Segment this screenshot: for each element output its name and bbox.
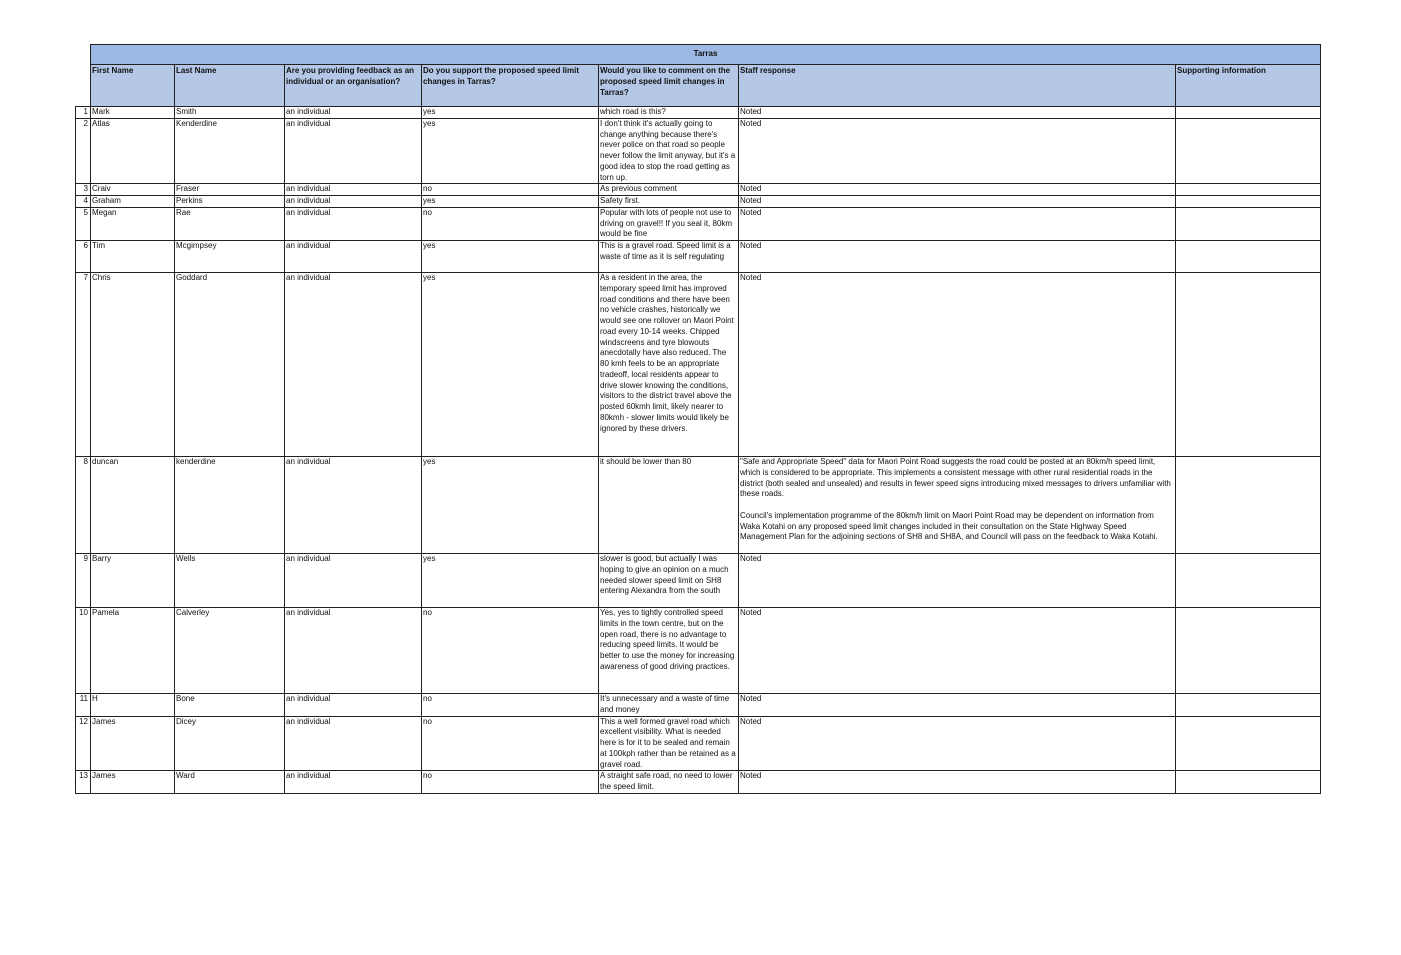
- first-name-cell: Tim: [91, 241, 175, 273]
- comment-cell: Popular with lots of people not use to driving on gravel!! If you seal it, 80km would be fine: [599, 207, 739, 240]
- feedback-type-cell: an individual: [285, 554, 422, 608]
- row-number: 11: [76, 694, 91, 717]
- first-name-cell: James: [91, 771, 175, 794]
- support-cell: no: [422, 184, 599, 196]
- table-row: [76, 771, 1321, 794]
- comment-cell: it should be lower than 80: [599, 457, 739, 554]
- table-row: [76, 716, 1321, 771]
- staff-response-cell: Noted: [739, 694, 1176, 717]
- row-number: 10: [76, 608, 91, 694]
- title-row: [76, 45, 1321, 65]
- last-name-cell: Goddard: [175, 273, 285, 457]
- supporting-info-cell: [1176, 694, 1321, 717]
- feedback-type-cell: an individual: [285, 273, 422, 457]
- row-number: 2: [76, 118, 91, 184]
- row-number: 1: [76, 107, 91, 119]
- first-name-cell: Craiv: [91, 184, 175, 196]
- table-row: [76, 196, 1321, 208]
- row-number: 4: [76, 196, 91, 208]
- table-row: [76, 273, 1321, 457]
- table-row: [76, 107, 1321, 119]
- support-cell: yes: [422, 457, 599, 554]
- feedback-type-cell: an individual: [285, 608, 422, 694]
- support-cell: no: [422, 771, 599, 794]
- column-header-support: Do you support the proposed speed limit changes in Tarras?: [422, 65, 599, 107]
- feedback-type-cell: an individual: [285, 694, 422, 717]
- supporting-info-cell: [1176, 771, 1321, 794]
- last-name-cell: Fraser: [175, 184, 285, 196]
- staff-response-cell: Noted: [739, 771, 1176, 794]
- supporting-info-cell: [1176, 608, 1321, 694]
- support-cell: no: [422, 694, 599, 717]
- first-name-cell: Barry: [91, 554, 175, 608]
- row-number: 12: [76, 716, 91, 771]
- support-cell: no: [422, 716, 599, 771]
- last-name-cell: Kenderdine: [175, 118, 285, 184]
- feedback-type-cell: an individual: [285, 107, 422, 119]
- staff-response-cell: Noted: [739, 241, 1176, 273]
- comment-cell: As a resident in the area, the temporary speed limit has improved road conditions and there have been no vehicle crashes, historically we would see one rollover on Maori Point road every 10-14 weeks. Chipped windscreens and tyre blowouts anecdotally have also reduced. The 80 kmh feels to be an appropriate tradeoff, local residents appear to drive slower knowing the conditions, visitors to the district travel above the posted 60kmh limit, likely nearer to 80kmh - slower limits would likely be ignored by these drivers.: [599, 273, 739, 457]
- last-name-cell: kenderdine: [175, 457, 285, 554]
- first-name-cell: Pamela: [91, 608, 175, 694]
- row-number: 3: [76, 184, 91, 196]
- comment-cell: It's unnecessary and a waste of time and money: [599, 694, 739, 717]
- supporting-info-cell: [1176, 241, 1321, 273]
- staff-response-cell: Noted: [739, 554, 1176, 608]
- comment-cell: As previous comment: [599, 184, 739, 196]
- row-number: 6: [76, 241, 91, 273]
- staff-response-cell: Noted: [739, 184, 1176, 196]
- supporting-info-cell: [1176, 184, 1321, 196]
- feedback-type-cell: an individual: [285, 184, 422, 196]
- supporting-info-cell: [1176, 118, 1321, 184]
- staff-response-cell: Noted: [739, 107, 1176, 119]
- last-name-cell: Bone: [175, 694, 285, 717]
- row-number: 9: [76, 554, 91, 608]
- first-name-cell: H: [91, 694, 175, 717]
- staff-response-cell: Noted: [739, 273, 1176, 457]
- staff-response-cell: Noted: [739, 207, 1176, 240]
- first-name-cell: Mark: [91, 107, 175, 119]
- comment-cell: slower is good, but actually I was hoping to give an opinion on a much needed slower speed limit on SH8 entering Alexandra from the south: [599, 554, 739, 608]
- table-body: [76, 107, 1321, 794]
- column-header-last-name: Last Name: [175, 65, 285, 107]
- feedback-type-cell: an individual: [285, 196, 422, 208]
- table-row: [76, 241, 1321, 273]
- table-row: [76, 554, 1321, 608]
- last-name-cell: Perkins: [175, 196, 285, 208]
- row-number: 5: [76, 207, 91, 240]
- table-row: [76, 608, 1321, 694]
- support-cell: no: [422, 608, 599, 694]
- table-title: Tarras: [91, 45, 1321, 65]
- table-row: [76, 207, 1321, 240]
- header-row: [76, 65, 1321, 107]
- table-row: [76, 694, 1321, 717]
- comment-cell: Yes, yes to tightly controlled speed limits in the town centre, but on the open road, there is no advantage to reducing speed limits. It would be better to use the money for increasing awareness of good driving practices.: [599, 608, 739, 694]
- support-cell: yes: [422, 241, 599, 273]
- supporting-info-cell: [1176, 196, 1321, 208]
- feedback-type-cell: an individual: [285, 207, 422, 240]
- feedback-type-cell: an individual: [285, 716, 422, 771]
- feedback-type-cell: an individual: [285, 457, 422, 554]
- feedback-table: [75, 44, 1321, 794]
- comment-cell: I don't think it's actually going to change anything because there's never police on that road so people never follow the limit anyway, but it's a good idea to stop the road getting as torn up.: [599, 118, 739, 184]
- table-row: [76, 457, 1321, 554]
- table-row: [76, 184, 1321, 196]
- first-name-cell: Chris: [91, 273, 175, 457]
- supporting-info-cell: [1176, 207, 1321, 240]
- last-name-cell: Mcgimpsey: [175, 241, 285, 273]
- comment-cell: This a well formed gravel road which excellent visibility. What is needed here is for it to be sealed and remain at 100kph rather than be retained as a gravel road.: [599, 716, 739, 771]
- feedback-type-cell: an individual: [285, 118, 422, 184]
- row-number: 8: [76, 457, 91, 554]
- support-cell: yes: [422, 196, 599, 208]
- staff-response-cell: Noted: [739, 608, 1176, 694]
- first-name-cell: James: [91, 716, 175, 771]
- last-name-cell: Wells: [175, 554, 285, 608]
- support-cell: no: [422, 207, 599, 240]
- first-name-cell: Atlas: [91, 118, 175, 184]
- last-name-cell: Smith: [175, 107, 285, 119]
- last-name-cell: Ward: [175, 771, 285, 794]
- supporting-info-cell: [1176, 716, 1321, 771]
- staff-response-cell: Noted: [739, 118, 1176, 184]
- staff-response-cell: Noted: [739, 196, 1176, 208]
- comment-cell: A straight safe road, no need to lower the speed limit.: [599, 771, 739, 794]
- support-cell: yes: [422, 118, 599, 184]
- comment-cell: This is a gravel road. Speed limit is a waste of time as it is self regulating: [599, 241, 739, 273]
- supporting-info-cell: [1176, 107, 1321, 119]
- row-number: 7: [76, 273, 91, 457]
- first-name-cell: duncan: [91, 457, 175, 554]
- support-cell: yes: [422, 273, 599, 457]
- table-row: [76, 118, 1321, 184]
- first-name-cell: Megan: [91, 207, 175, 240]
- supporting-info-cell: [1176, 554, 1321, 608]
- column-header-comment: Would you like to comment on the proposed speed limit changes in Tarras?: [599, 65, 739, 107]
- supporting-info-cell: [1176, 457, 1321, 554]
- support-cell: yes: [422, 107, 599, 119]
- row-number: 13: [76, 771, 91, 794]
- column-header-feedback-type: Are you providing feedback as an individual or an organisation?: [285, 65, 422, 107]
- first-name-cell: Graham: [91, 196, 175, 208]
- comment-cell: Safety first.: [599, 196, 739, 208]
- comment-cell: which road is this?: [599, 107, 739, 119]
- feedback-type-cell: an individual: [285, 771, 422, 794]
- last-name-cell: Calverley: [175, 608, 285, 694]
- feedback-type-cell: an individual: [285, 241, 422, 273]
- support-cell: yes: [422, 554, 599, 608]
- supporting-info-cell: [1176, 273, 1321, 457]
- staff-response-cell: Noted: [739, 716, 1176, 771]
- column-header-staff-response: Staff response: [739, 65, 1176, 107]
- last-name-cell: Rae: [175, 207, 285, 240]
- last-name-cell: Dicey: [175, 716, 285, 771]
- corner-blank: [76, 45, 91, 65]
- header-blank: [76, 65, 91, 107]
- column-header-supporting-info: Supporting information: [1176, 65, 1321, 107]
- column-header-first-name: First Name: [91, 65, 175, 107]
- staff-response-cell: "Safe and Appropriate Speed" data for Maori Point Road suggests the road could be posted at an 80km/h speed limit, which is considered to be appropriate. This implements a consistent message with other rural residential roads in the district (both sealed and unsealed) and results in fewer speed signs introducing mixed messages to drivers unfamiliar with these roads. Council's implementation programme of the 80km/h limit on Maori Point Road may be dependent on information from Waka Kotahi on any proposed speed limit changes included in their consultation on the State Highway Speed Management Plan for the adjoining sections of SH8 and SH8A, and Council will pass on the feedback to Waka Kotahi.: [739, 457, 1176, 554]
